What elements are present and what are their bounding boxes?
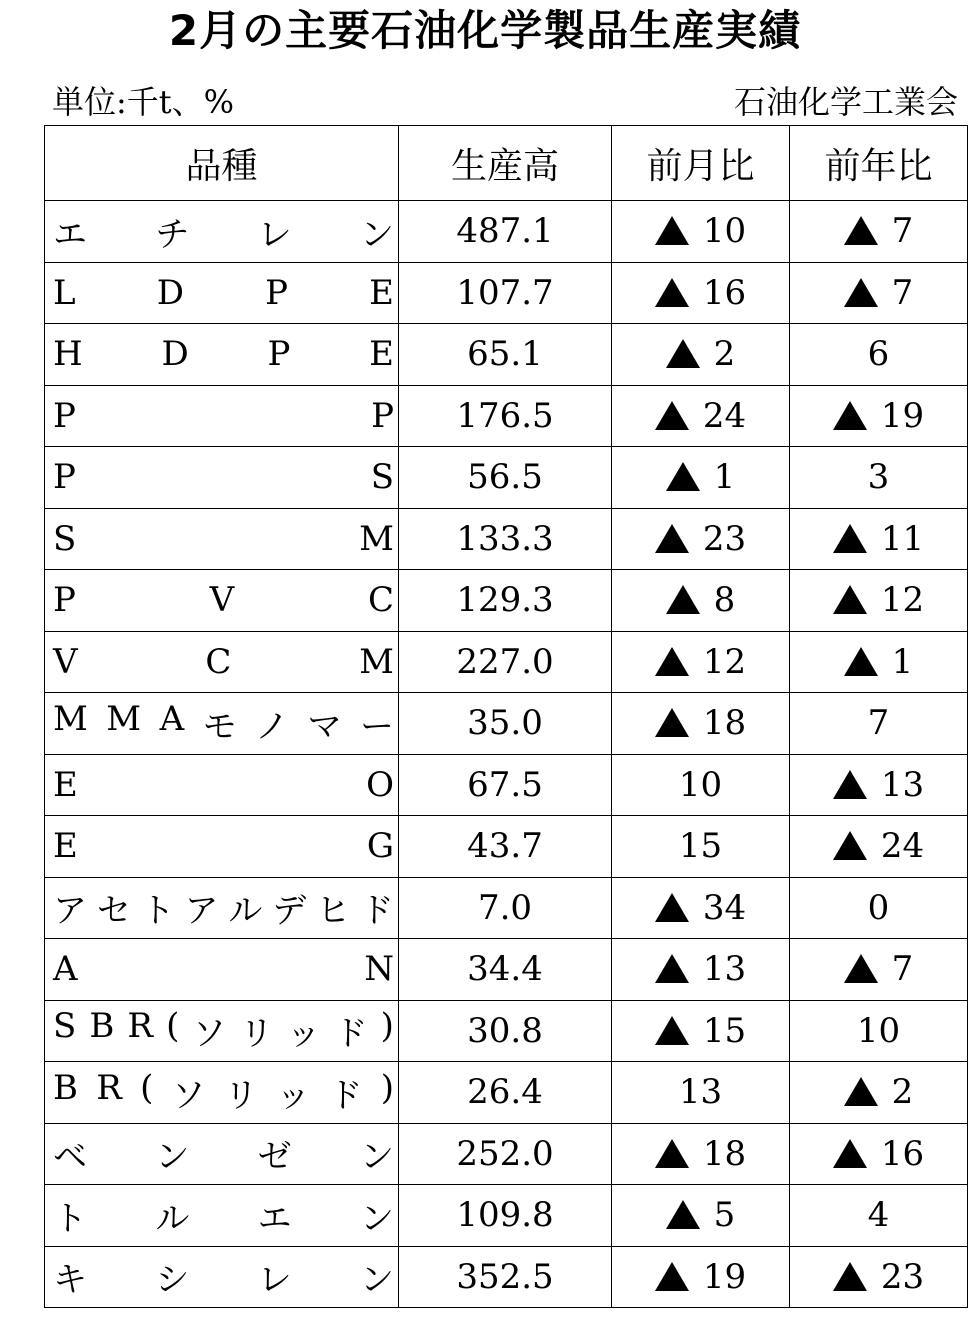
header-production: 生産高 — [399, 126, 612, 201]
product-name-char: E — [53, 764, 78, 805]
product-name-cell — [45, 1123, 399, 1185]
header-month-over-month: 前月比 — [612, 126, 790, 201]
month-over-month-value: 34 — [702, 887, 747, 928]
year-over-year-cell — [790, 324, 968, 386]
month-over-month-cell — [612, 570, 790, 632]
product-name-char: S — [370, 457, 394, 498]
product-name-cell — [45, 877, 399, 939]
decrease-triangle-icon — [655, 216, 689, 245]
product-name — [53, 949, 394, 989]
product-name-char: B — [53, 1067, 78, 1108]
month-over-month-cell — [612, 385, 790, 447]
year-over-year-cell — [790, 877, 968, 939]
decrease-triangle-icon — [844, 954, 878, 983]
year-over-year-cell — [790, 939, 968, 1001]
decrease-triangle-icon — [655, 893, 689, 922]
year-over-year-value: 23 — [880, 1256, 925, 1297]
source-label: 石油化学工業会 — [733, 83, 958, 121]
year-over-year-value: 2 — [891, 1072, 914, 1113]
header-year-over-year: 前年比 — [790, 126, 968, 201]
month-over-month-cell — [612, 262, 790, 324]
decrease-triangle-icon — [833, 524, 867, 553]
table-body — [45, 201, 968, 1308]
product-name-char: ア — [184, 891, 219, 932]
month-over-month-value: 1 — [713, 457, 736, 498]
year-over-year-value: 7 — [867, 703, 890, 744]
product-name-char: E — [369, 272, 394, 313]
production-cell: 129.3 — [399, 570, 612, 632]
year-over-year-value: 4 — [867, 1195, 890, 1236]
month-over-month-value: 12 — [702, 641, 747, 682]
product-name-char: M — [359, 641, 394, 682]
product-name — [53, 334, 394, 374]
table-row — [45, 1000, 968, 1062]
year-over-year-cell — [790, 693, 968, 755]
product-name-char: P — [53, 457, 76, 498]
product-name-char: ソ — [192, 1014, 227, 1055]
month-over-month-value: 15 — [702, 1010, 747, 1051]
year-over-year-cell — [790, 262, 968, 324]
table-row — [45, 262, 968, 324]
month-over-month-value: 24 — [702, 395, 747, 436]
month-over-month-value: 19 — [702, 1256, 747, 1297]
production-cell: 252.0 — [399, 1123, 612, 1185]
month-over-month-cell — [612, 631, 790, 693]
month-over-month-cell — [612, 877, 790, 939]
product-name-char: ト — [53, 1198, 87, 1239]
production-cell: 7.0 — [399, 877, 612, 939]
product-name-char: P — [53, 580, 76, 621]
month-over-month-value: 18 — [702, 1133, 747, 1174]
product-name-char: セ — [96, 891, 131, 932]
year-over-year-cell — [790, 631, 968, 693]
product-name — [53, 1191, 394, 1240]
production-cell: 34.4 — [399, 939, 612, 1001]
product-name-char: ア — [53, 891, 87, 932]
month-over-month-cell — [612, 693, 790, 755]
product-name-cell — [45, 1000, 399, 1062]
month-over-month-cell — [612, 816, 790, 878]
product-name-char: D — [156, 272, 184, 313]
product-name-cell — [45, 1062, 399, 1124]
month-over-month-cell — [612, 754, 790, 816]
year-over-year-value: 24 — [880, 826, 925, 867]
month-over-month-value: 10 — [678, 764, 723, 805]
decrease-triangle-icon — [833, 585, 867, 614]
header-product: 品種 — [45, 126, 399, 201]
product-name-char: A — [53, 949, 78, 990]
production-cell: 67.5 — [399, 754, 612, 816]
product-name-char: M — [359, 518, 394, 559]
product-name-char: H — [53, 334, 83, 375]
year-over-year-cell — [790, 1123, 968, 1185]
month-over-month-value: 13 — [678, 1072, 723, 1113]
product-name-cell — [45, 385, 399, 447]
product-name-char: S — [53, 518, 77, 559]
decrease-triangle-icon — [655, 524, 689, 553]
product-name-cell — [45, 570, 399, 632]
decrease-triangle-icon — [666, 339, 700, 368]
year-over-year-cell — [790, 447, 968, 509]
month-over-month-cell — [612, 324, 790, 386]
product-name-char: リ — [239, 1014, 274, 1055]
product-name — [53, 580, 394, 620]
decrease-triangle-icon — [655, 708, 689, 737]
table-row — [45, 631, 968, 693]
decrease-triangle-icon — [833, 770, 867, 799]
product-name — [53, 457, 394, 497]
month-over-month-cell — [612, 1246, 790, 1308]
table-row — [45, 1123, 968, 1185]
production-cell: 107.7 — [399, 262, 612, 324]
year-over-year-value: 7 — [891, 272, 914, 313]
table-row — [45, 447, 968, 509]
month-over-month-value: 13 — [702, 949, 747, 990]
product-name-char: M — [106, 698, 142, 739]
year-over-year-value: 16 — [880, 1133, 925, 1174]
product-name-char: A — [159, 698, 185, 739]
product-name — [53, 1129, 394, 1178]
table-row — [45, 201, 968, 263]
product-name-char: R — [127, 1006, 154, 1047]
month-over-month-value: 5 — [713, 1195, 736, 1236]
product-name-char: ノ — [255, 706, 290, 747]
table-row — [45, 324, 968, 386]
product-name — [53, 207, 394, 256]
year-over-year-value: 12 — [880, 580, 925, 621]
product-name-char: ッ — [276, 1075, 311, 1116]
product-name-char: ド — [359, 891, 394, 932]
table-row — [45, 754, 968, 816]
decrease-triangle-icon — [655, 401, 689, 430]
table-row — [45, 1185, 968, 1247]
product-name-char: ゼ — [257, 1137, 292, 1178]
production-table — [44, 125, 968, 1308]
product-name-cell — [45, 631, 399, 693]
product-name-char: M — [53, 698, 88, 739]
product-name-char: ) — [380, 1067, 394, 1108]
product-name-char: ) — [380, 1006, 394, 1047]
product-name-char: C — [367, 580, 394, 621]
product-name-cell — [45, 816, 399, 878]
product-name-char: ト — [140, 891, 175, 932]
product-name — [53, 883, 394, 932]
production-cell: 227.0 — [399, 631, 612, 693]
decrease-triangle-icon — [655, 954, 689, 983]
month-over-month-cell — [612, 1123, 790, 1185]
product-name-cell — [45, 939, 399, 1001]
table-header-row — [45, 126, 968, 201]
product-name-char: S — [53, 1006, 77, 1047]
product-name-char: キ — [53, 1260, 87, 1301]
production-cell: 133.3 — [399, 508, 612, 570]
table-row — [45, 939, 968, 1001]
product-name-char: ン — [359, 1137, 394, 1178]
product-name-cell — [45, 754, 399, 816]
year-over-year-value: 6 — [867, 334, 890, 375]
year-over-year-value: 3 — [867, 457, 890, 498]
production-cell: 65.1 — [399, 324, 612, 386]
decrease-triangle-icon — [666, 462, 700, 491]
decrease-triangle-icon — [655, 278, 689, 307]
product-name — [53, 1068, 394, 1117]
product-name-char: ッ — [286, 1014, 321, 1055]
production-cell: 30.8 — [399, 1000, 612, 1062]
production-cell: 352.5 — [399, 1246, 612, 1308]
product-name-char: C — [205, 641, 232, 682]
decrease-triangle-icon — [655, 1262, 689, 1291]
decrease-triangle-icon — [844, 647, 878, 676]
product-name-char: L — [53, 272, 76, 313]
table-row — [45, 816, 968, 878]
page-title: 2月の主要石油化学製品生産実績 — [168, 6, 802, 55]
table-row — [45, 570, 968, 632]
product-name-char: O — [366, 764, 394, 805]
month-over-month-cell — [612, 447, 790, 509]
product-name-char: ( — [166, 1006, 180, 1047]
product-name-char: ベ — [53, 1137, 87, 1178]
production-cell: 176.5 — [399, 385, 612, 447]
product-name-char: B — [89, 1006, 115, 1047]
product-name-cell — [45, 1185, 399, 1247]
product-name-char: ヒ — [316, 891, 351, 932]
product-name — [53, 826, 394, 866]
month-over-month-cell — [612, 1185, 790, 1247]
product-name-cell — [45, 508, 399, 570]
year-over-year-cell — [790, 1062, 968, 1124]
decrease-triangle-icon — [844, 216, 878, 245]
year-over-year-cell — [790, 508, 968, 570]
product-name-char: デ — [272, 891, 307, 932]
production-cell: 109.8 — [399, 1185, 612, 1247]
product-name-cell — [45, 262, 399, 324]
table-row — [45, 1062, 968, 1124]
product-name-char: V — [209, 580, 235, 621]
product-name-char: N — [364, 949, 394, 990]
month-over-month-cell — [612, 508, 790, 570]
product-name-char: レ — [257, 214, 292, 255]
product-name-char: ン — [359, 1260, 394, 1301]
month-over-month-cell — [612, 1062, 790, 1124]
year-over-year-cell — [790, 1185, 968, 1247]
decrease-triangle-icon — [666, 1200, 700, 1229]
product-name-char: ル — [155, 1198, 190, 1239]
product-name-char: モ — [202, 706, 237, 747]
product-name — [53, 396, 394, 436]
month-over-month-value: 2 — [713, 334, 736, 375]
year-over-year-cell — [790, 385, 968, 447]
table-row — [45, 877, 968, 939]
product-name-char: P — [371, 395, 394, 436]
product-name-cell — [45, 201, 399, 263]
product-name-char: R — [96, 1067, 122, 1108]
table-row — [45, 508, 968, 570]
decrease-triangle-icon — [655, 1139, 689, 1168]
month-over-month-value: 18 — [702, 703, 747, 744]
product-name-cell — [45, 324, 399, 386]
year-over-year-value: 7 — [891, 949, 914, 990]
product-name-char: レ — [257, 1260, 292, 1301]
year-over-year-value: 1 — [891, 641, 914, 682]
product-name-char: ン — [155, 1137, 190, 1178]
product-name-cell — [45, 447, 399, 509]
product-name-char: ン — [359, 1198, 394, 1239]
product-name — [53, 642, 394, 682]
product-name-char: ( — [140, 1067, 154, 1108]
product-name-cell — [45, 693, 399, 755]
product-name-char: ル — [228, 891, 263, 932]
month-over-month-value: 10 — [702, 211, 747, 252]
year-over-year-cell — [790, 201, 968, 263]
product-name-char: D — [161, 334, 189, 375]
decrease-triangle-icon — [833, 831, 867, 860]
year-over-year-value: 7 — [891, 211, 914, 252]
month-over-month-cell — [612, 939, 790, 1001]
unit-label: 単位:千t、% — [52, 83, 235, 121]
month-over-month-value: 23 — [702, 518, 747, 559]
production-cell: 35.0 — [399, 693, 612, 755]
production-cell: 487.1 — [399, 201, 612, 263]
product-name — [53, 699, 394, 748]
decrease-triangle-icon — [833, 1262, 867, 1291]
year-over-year-value: 19 — [880, 395, 925, 436]
product-name-char: マ — [307, 706, 342, 747]
decrease-triangle-icon — [666, 585, 700, 614]
year-over-year-cell — [790, 1246, 968, 1308]
product-name-char: エ — [257, 1198, 292, 1239]
product-name-char: P — [53, 395, 76, 436]
product-name-char: チ — [155, 214, 190, 255]
year-over-year-cell — [790, 570, 968, 632]
product-name-char: V — [53, 641, 78, 682]
month-over-month-value: 8 — [713, 580, 736, 621]
year-over-year-cell — [790, 754, 968, 816]
year-over-year-value: 0 — [867, 887, 890, 928]
product-name-char: シ — [155, 1260, 190, 1301]
product-name-char: ー — [359, 706, 394, 747]
product-name — [53, 765, 394, 805]
table-row — [45, 1246, 968, 1308]
table-row — [45, 385, 968, 447]
year-over-year-value: 11 — [880, 518, 925, 559]
product-name-char: E — [53, 826, 78, 867]
production-cell: 56.5 — [399, 447, 612, 509]
product-name-char: ド — [328, 1075, 363, 1116]
product-name-char: P — [265, 272, 289, 313]
product-name — [53, 519, 394, 559]
decrease-triangle-icon — [655, 1016, 689, 1045]
month-over-month-value: 15 — [678, 826, 723, 867]
product-name — [53, 1252, 394, 1301]
product-name — [53, 1006, 394, 1055]
production-cell: 43.7 — [399, 816, 612, 878]
product-name-char: リ — [223, 1075, 258, 1116]
product-name — [53, 273, 394, 313]
month-over-month-cell — [612, 1000, 790, 1062]
product-name-char: エ — [53, 214, 87, 255]
production-cell: 26.4 — [399, 1062, 612, 1124]
year-over-year-cell — [790, 1000, 968, 1062]
month-over-month-cell — [612, 201, 790, 263]
product-name-char: E — [369, 334, 394, 375]
year-over-year-value: 10 — [856, 1010, 901, 1051]
table-row — [45, 693, 968, 755]
year-over-year-cell — [790, 816, 968, 878]
decrease-triangle-icon — [655, 647, 689, 676]
product-name-char: ン — [359, 214, 394, 255]
product-name-char: P — [267, 334, 291, 375]
product-name-char: G — [366, 826, 394, 867]
product-name-cell — [45, 1246, 399, 1308]
product-name-char: ソ — [171, 1075, 206, 1116]
month-over-month-value: 16 — [702, 272, 747, 313]
product-name-char: ド — [333, 1014, 368, 1055]
decrease-triangle-icon — [833, 401, 867, 430]
decrease-triangle-icon — [833, 1139, 867, 1168]
year-over-year-value: 13 — [880, 764, 925, 805]
decrease-triangle-icon — [844, 278, 878, 307]
decrease-triangle-icon — [844, 1077, 878, 1106]
